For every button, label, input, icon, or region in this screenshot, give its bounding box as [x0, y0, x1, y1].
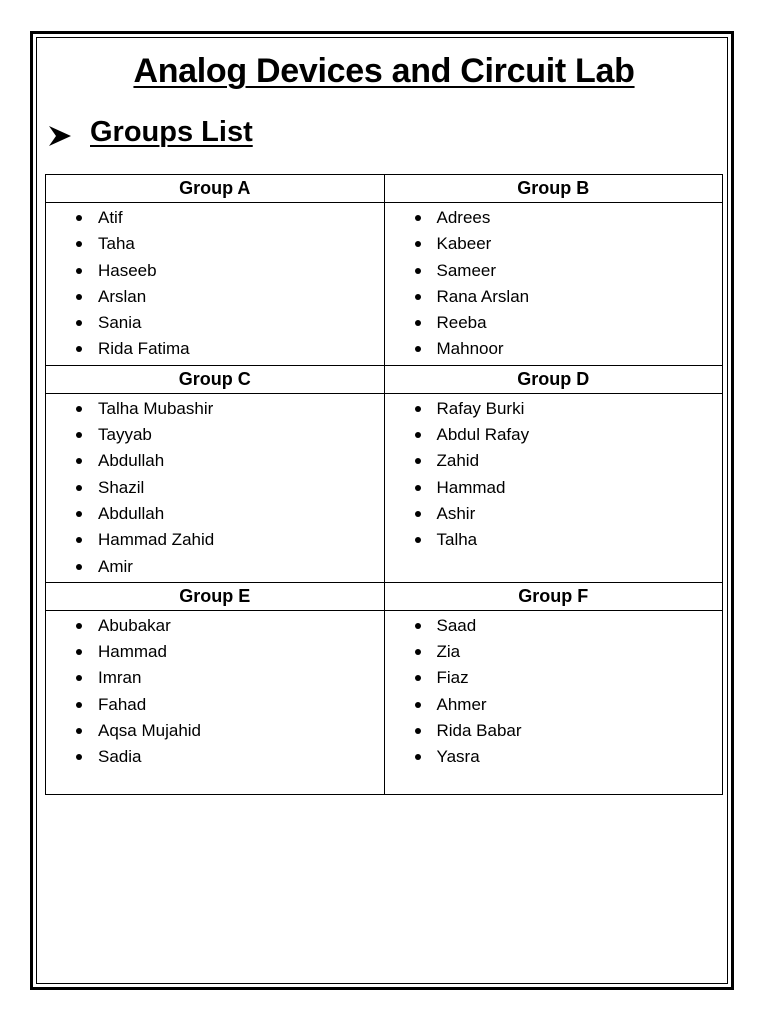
list-item: Sameer [385, 258, 723, 284]
list-item: Reeba [385, 310, 723, 336]
group-cell [46, 582, 385, 610]
list-item: Rafay Burki [385, 396, 723, 422]
list-item: Fahad [46, 692, 384, 718]
group-header: Group B [517, 178, 590, 198]
group-cell [384, 175, 723, 203]
list-item: Tayyab [46, 422, 384, 448]
document-title: Analog Devices and Circuit Lab [133, 52, 635, 90]
list-item: Amir [46, 554, 384, 580]
member-list [385, 203, 723, 365]
group-header: Group E [179, 585, 251, 606]
list-item: Sania [46, 310, 384, 336]
list-item: Fiaz [385, 665, 723, 691]
list-item: Sadia [46, 744, 384, 770]
list-item: Yasra [385, 744, 723, 770]
list-item: Abdullah [46, 501, 384, 527]
list-item: Rida Fatima [46, 336, 384, 362]
group-members-cell [46, 203, 385, 366]
group-members-cell [384, 203, 723, 366]
member-list [385, 611, 723, 773]
group-cell [384, 365, 723, 393]
list-item: Rida Babar [385, 718, 723, 744]
groups-table [45, 174, 723, 795]
list-item: Adrees [385, 205, 723, 231]
list-item: Zia [385, 639, 723, 665]
table-row [46, 365, 723, 393]
member-list [46, 203, 384, 365]
group-header: Group A [179, 178, 251, 198]
table-row [46, 393, 723, 582]
member-list [46, 611, 384, 773]
table-row [46, 175, 723, 203]
list-item: Hammad [46, 639, 384, 665]
list-item: Ahmer [385, 692, 723, 718]
list-item: Mahnoor [385, 336, 723, 362]
group-members-cell [384, 393, 723, 582]
group-header: Group D [517, 368, 590, 389]
list-item: Saad [385, 613, 723, 639]
arrow-bullet-icon [48, 125, 72, 152]
list-item: Rana Arslan [385, 284, 723, 310]
group-members-cell [46, 610, 385, 794]
group-cell [46, 175, 385, 203]
table-row [46, 203, 723, 366]
list-item: Taha [46, 231, 384, 257]
list-item: Ashir [385, 501, 723, 527]
list-item: Atif [46, 205, 384, 231]
group-header: Group C [178, 368, 251, 389]
list-item: Abdul Rafay [385, 422, 723, 448]
list-item: Shazil [46, 475, 384, 501]
group-cell [384, 582, 723, 610]
member-list [385, 394, 723, 556]
list-item: Hammad [385, 475, 723, 501]
group-cell [46, 365, 385, 393]
list-item: Haseeb [46, 258, 384, 284]
list-item: Talha [385, 527, 723, 553]
list-item: Kabeer [385, 231, 723, 257]
list-item: Hammad Zahid [46, 527, 384, 553]
member-list [46, 394, 384, 582]
table-row [46, 610, 723, 794]
list-item: Talha Mubashir [46, 396, 384, 422]
list-item: Aqsa Mujahid [46, 718, 384, 744]
list-item: Zahid [385, 448, 723, 474]
group-members-cell [46, 393, 385, 582]
table-row [46, 582, 723, 610]
list-item: Imran [46, 665, 384, 691]
group-header: Group F [518, 585, 589, 606]
list-item: Arslan [46, 284, 384, 310]
list-item: Abdullah [46, 448, 384, 474]
list-item: Abubakar [46, 613, 384, 639]
group-members-cell [384, 610, 723, 794]
section-title: Groups List [90, 116, 253, 148]
